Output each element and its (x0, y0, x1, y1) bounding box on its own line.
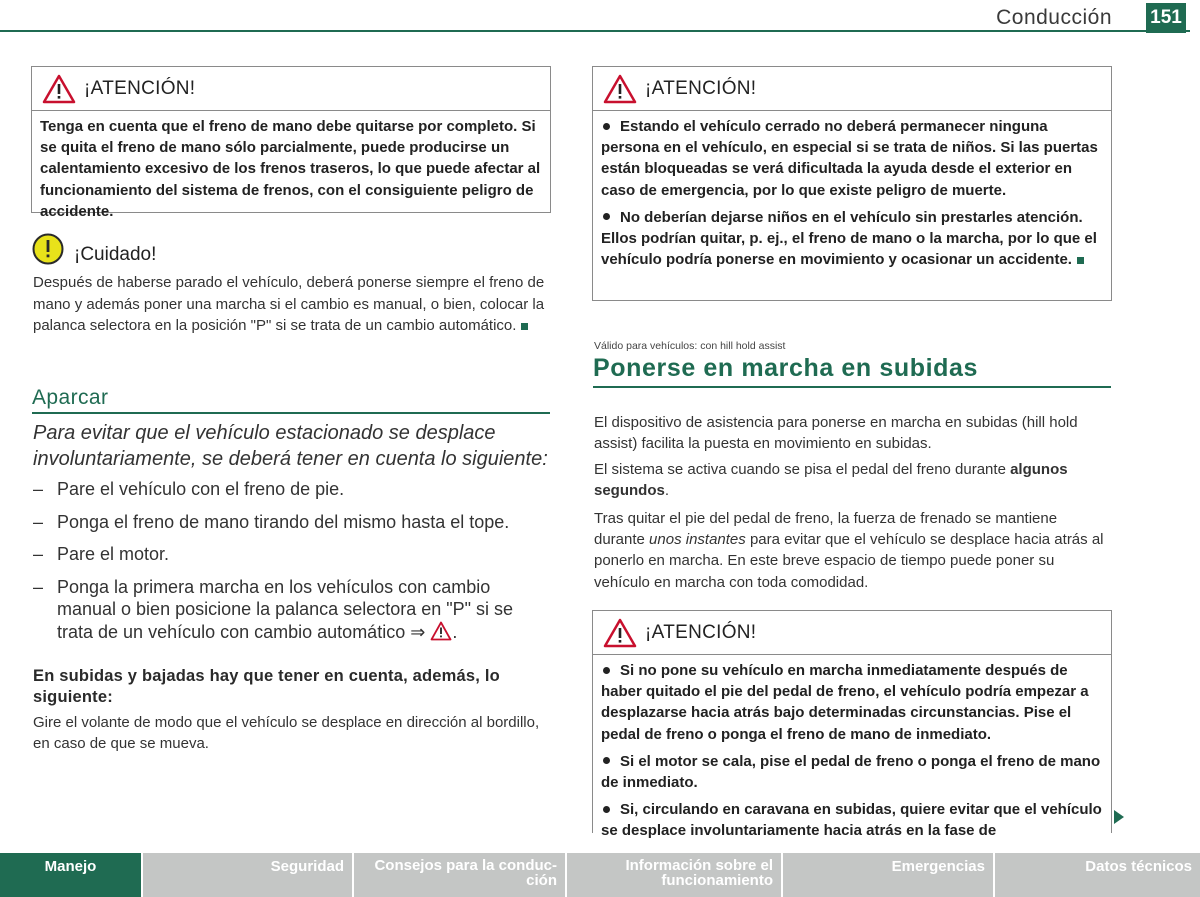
warning-paragraph: Tenga en cuenta que el freno de mano debe quitarse por completo. Si se quita el freno de mano sólo parcialmente, puede producirse un calentamiento excesivo de los frenos traseros, lo que puede afectar al funcionamiento del sistema de frenos, con el consiguiente peligro de accidente. (40, 118, 541, 220)
tab-datos-tecnicos[interactable] (995, 853, 1200, 897)
tab-label: Emergencias (891, 858, 985, 875)
warning-header (593, 67, 1111, 111)
warning-bullet (601, 207, 1103, 271)
caution-text (33, 272, 548, 337)
warning-triangle-icon (42, 74, 76, 104)
tab-label-line2: funcionamiento (661, 872, 773, 889)
list-item (33, 511, 553, 534)
end-of-section-marker (521, 323, 528, 330)
slope-paragraph: Gire el volante de modo que el vehículo se desplace en dirección al bordillo, en caso de que se mueva. (33, 714, 540, 752)
bullet-text: Si no pone su vehículo en marcha inmediatamente después de haber quitado el pie del pedal de freno, el vehículo podría empezar a desplazarse hacia atrás bajo determinadas circunstancias. Pise el pedal de freno o ponga el freno de mano de inmediato. (601, 662, 1089, 743)
hill-hold-paragraph-2: El sistema se activa cuando se pisa el pedal del freno durante algunos segundos. (594, 461, 1068, 500)
warning-triangle-icon (603, 618, 637, 648)
tab-informacion-funcionamiento[interactable] (567, 853, 783, 897)
paragraph-text: Tras quitar el pie del pedal de freno, la fuerza de frenado se mantiene durante (594, 510, 1058, 549)
caution-circle-icon (32, 233, 64, 265)
warning-bullet (601, 116, 1103, 201)
tab-seguridad[interactable] (143, 853, 354, 897)
bullet-text: No deberían dejarse niños en el vehículo sin prestarles atención. Ellos podrían quitar, p. ej., el freno de mano o la marcha, por lo que el vehículo podría ponerse en movimiento y ocasionar un accidente. (601, 208, 1097, 269)
paragraph-italic-text: unos instantes (649, 531, 746, 549)
warning-header (32, 67, 550, 111)
list-item-text: Pare el motor. (57, 544, 170, 564)
aparcar-intro: Para evitar que el vehículo estacionado se desplace involuntariamente, se deberá tener en cuenta lo siguiente: (33, 422, 548, 470)
hill-hold-paragraph-1: El dispositivo de asistencia para ponerse en marcha en subidas (hill hold assist) facilita la puesta en movimiento en subidas. (594, 414, 1078, 453)
warning-bullet (601, 799, 1103, 841)
bullet-icon (603, 213, 610, 220)
warning-label: ¡ATENCIÓN! (645, 621, 757, 643)
tab-label-line2: ción (526, 872, 557, 889)
paragraph-text: El sistema se activa cuando se pisa el pedal del freno durante (594, 461, 1011, 478)
warning-box-children (592, 66, 1112, 301)
chapter-tabs (0, 853, 1200, 897)
header-rule (0, 30, 1190, 32)
warning-header (593, 611, 1111, 655)
warning-reference-icon[interactable] (430, 621, 452, 641)
reference-arrow: ⇒ (410, 621, 426, 642)
tab-emergencias[interactable] (783, 853, 995, 897)
section-heading-aparcar: Aparcar (32, 386, 550, 414)
caution-paragraph: Después de haberse parado el vehículo, deberá ponerse siempre el freno de mano y además poner una marcha si el cambio es manual, o bien, colocar la palanca selectora en la posición "P" si se trata de un cambio automático. (33, 274, 545, 334)
slope-subheading: En subidas y bajadas hay que tener en cuenta, además, lo siguiente: (33, 667, 500, 706)
end-of-section-marker (1077, 257, 1084, 264)
bullet-text: Si, circulando en caravana en subidas, quiere evitar que el vehículo se desplace involuntariamente hacia atrás en la fase de (601, 801, 1102, 840)
paragraph-bold-text: algunos segundos (594, 461, 1068, 500)
list-item (33, 543, 553, 566)
bullet-text: Si el motor se cala, pise el pedal de freno o ponga el freno de mano de inmediato. (601, 752, 1101, 792)
bullet-icon (603, 757, 610, 764)
warning-box-hill-hold (592, 610, 1112, 840)
aparcar-steps-list (33, 478, 553, 653)
tab-label: Datos técnicos (1085, 858, 1192, 875)
caution-label: ¡Cuidado! (74, 244, 157, 265)
warning-label: ¡ATENCIÓN! (645, 77, 757, 99)
warning-label: ¡ATENCIÓN! (84, 77, 196, 99)
list-item-text: Ponga el freno de mano tirando del mismo hasta el tope. (57, 511, 510, 532)
bullet-icon (603, 123, 610, 130)
warning-triangle-icon (603, 74, 637, 104)
warning-text (593, 111, 1111, 276)
validity-note: Válido para vehículos: con hill hold assist (594, 340, 786, 352)
hill-hold-paragraph-3 (594, 508, 1109, 593)
tab-label: Seguridad (270, 858, 344, 875)
section-heading-hill-start: Ponerse en marcha en subidas (593, 354, 1111, 388)
tab-label: Información sobre el (625, 857, 773, 874)
warning-box-parking-brake (31, 66, 551, 220)
bullet-text: Estando el vehículo cerrado no deberá permanecer ninguna persona en el vehículo, en especial si se trata de niños. Si las puertas están bloqueadas se verá dificultada la ayuda desde el exterior en caso de emergencia, por lo que existe peligro de muerte. (601, 118, 1098, 199)
paragraph-text: para evitar que el vehículo se desplace hacia atrás al ponerlo en marcha. En este breve espacio de tiempo puede poner su vehículo en marcha con toda comodidad. (594, 531, 1104, 591)
caution-header (32, 232, 156, 266)
list-item-text: Ponga la primera marcha en los vehículos con cambio manual o bien posicione la palanca selectora en "P" si se trata de un vehículo con cambio automático (57, 576, 514, 642)
page-header-title: Conducción (996, 6, 1112, 29)
list-item-text: Pare el vehículo con el freno de pie. (57, 479, 345, 499)
list-item (33, 478, 553, 501)
warning-text (593, 655, 1111, 848)
tab-label: Manejo (44, 858, 97, 875)
page-number: 151 (1146, 3, 1186, 33)
tab-label: Consejos para la conduc- (374, 857, 557, 874)
tab-manejo[interactable] (0, 853, 143, 897)
warning-bullet (601, 660, 1103, 745)
bullet-icon (603, 806, 610, 813)
continue-arrow-icon[interactable] (1114, 810, 1124, 824)
list-item: – Ponga la primera marcha en los vehículos con cambio manual o bien posicione la palanca selectora en "P" si se trata de un vehículo con cambio automático ⇒ . (33, 576, 553, 644)
bullet-icon (603, 667, 610, 674)
tab-consejos-conduccion[interactable] (354, 853, 567, 897)
warning-bullet (601, 751, 1103, 793)
warning-text (32, 111, 550, 228)
